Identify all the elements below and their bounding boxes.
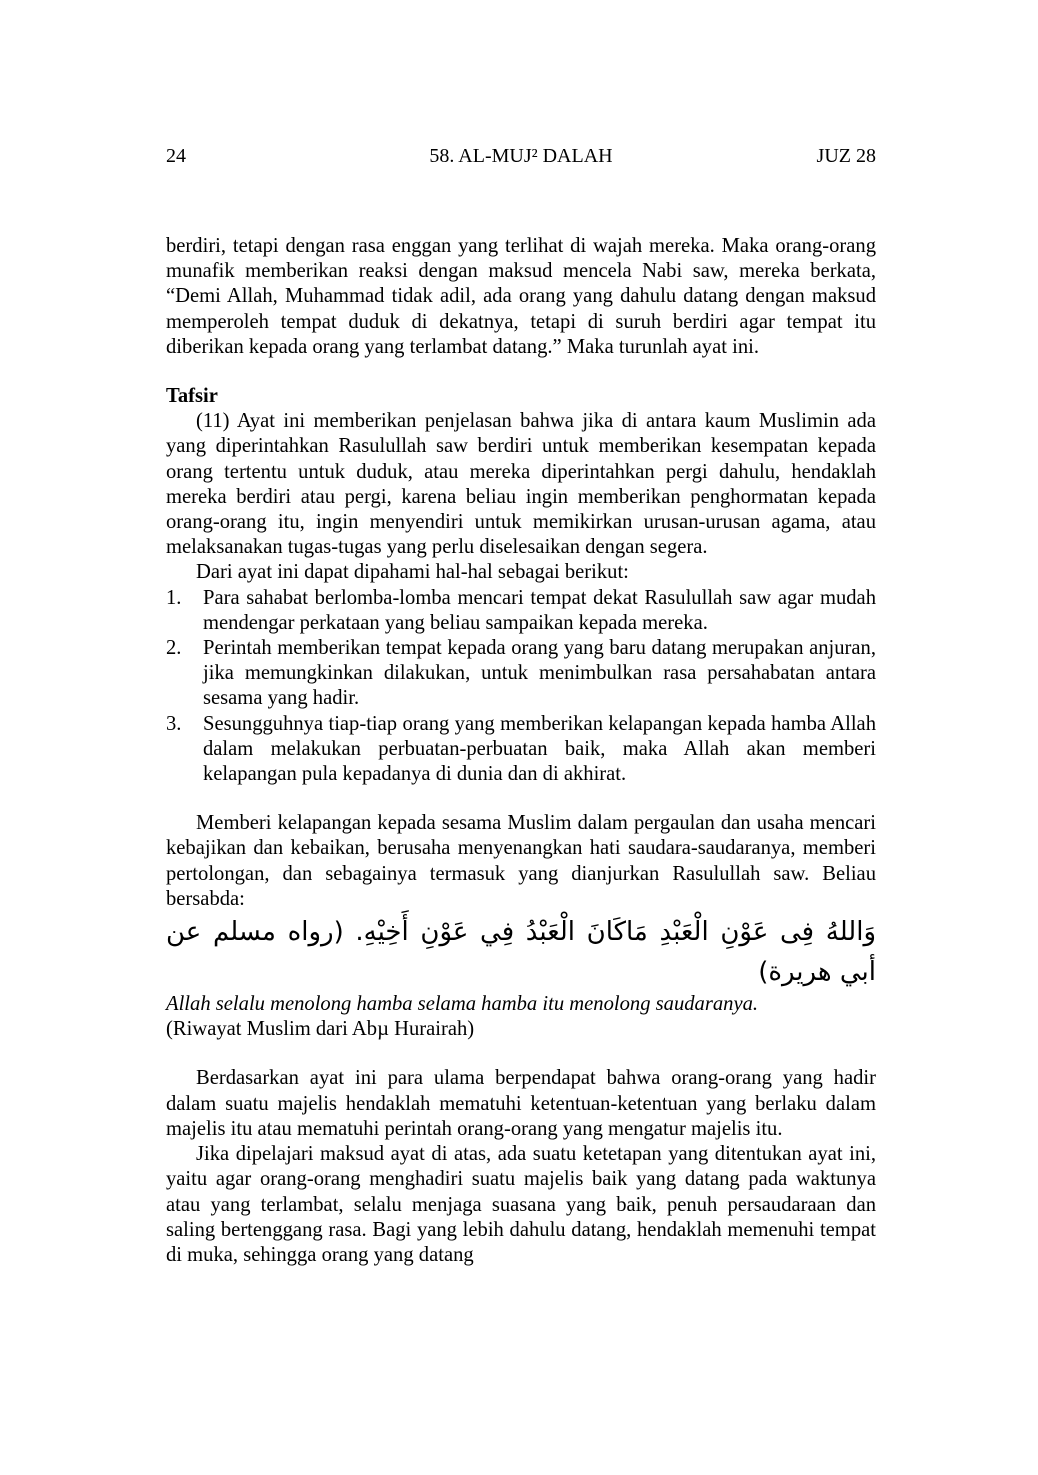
- list-text: Para sahabat berlomba-lomba mencari tempat dekat Rasulullah saw agar mudah mendengar perkataan yang beliau sampaikan kepada mereka.: [203, 586, 876, 634]
- list-item: [166, 586, 876, 636]
- list-number: 1.: [166, 586, 182, 609]
- list-item: [166, 636, 876, 712]
- page-body: [166, 234, 876, 1268]
- kelapangan-paragraph: Memberi kelapangan kepada sesama Muslim dalam pergaulan dan usaha mencari kebajikan dan kebaikan, berusaha menyenangkan hati saudara-saudaranya, memberi pertolongan, dan sebagainya termasuk yang dianjurkan Rasulullah saw. Beliau bersabda:: [166, 812, 876, 910]
- spacer: [166, 787, 876, 811]
- juz-label: JUZ 28: [816, 145, 876, 167]
- hadith-translation-block: [166, 992, 876, 1042]
- points-list: [166, 586, 876, 788]
- intro-paragraph: berdiri, tetapi dengan rasa enggan yang terlihat di wajah mereka. Maka orang-orang munafik memberikan reaksi dengan maksud mencela Nabi saw, mereka berkata, “Demi Allah, Muhammad tidak adil, ada orang yang dahulu datang dengan maksud memperoleh tempat duduk di dekatnya, tetapi di suruh berdiri agar tempat itu diberikan kepada orang yang terlambat datang.” Maka turunlah ayat ini.: [166, 235, 876, 358]
- hadith-translation: Allah selalu menolong hamba selama hamba itu menolong saudaranya.: [166, 993, 759, 1016]
- ulama-paragraph: Berdasarkan ayat ini para ulama berpendapat bahwa orang-orang yang hadir dalam suatu majelis hendaklah mematuhi ketentuan-ketentuan yang berlaku dalam majelis itu atau mematuhi perintah orang-orang yang mengatur majelis itu.: [166, 1067, 876, 1140]
- list-text: Perintah memberikan tempat kepada orang yang baru datang merupakan anjuran, jika memungkinkan dilakukan, untuk menimbulkan rasa persahabatan antara sesama yang hadir.: [203, 637, 876, 710]
- list-text: Sesungguhnya tiap-tiap orang yang memberikan kelapangan kepada hamba Allah dalam melakukan perbuatan-perbuatan baik, maka Allah akan memberi kelapangan pula kepadanya di dunia dan di akhirat.: [203, 712, 876, 786]
- chapter-title: 58. AL-MUJ² DALAH: [429, 145, 613, 167]
- spacer: [166, 1042, 876, 1066]
- hadith-arabic: وَاللهُ فِى عَوْنِ الْعَبْدِ مَاكَانَ الْعَبْدُ فِي عَوْنِ أَخِيْهِ. (رواه مسلم عن أبي هريرة): [166, 917, 876, 988]
- majelis-paragraph: Jika dipelajari maksud ayat di atas, ada suatu ketetapan yang ditentukan ayat ini, yaitu agar orang-orang menghadiri suatu majelis baik yang datang pada waktunya atau yang terlambat, selalu menjaga suasana yang baik, penuh persaudaraan dan saling bertenggang rasa. Bagi yang lebih dahulu datang, hendaklah memenuhi tempat di muka, sehingga orang yang datang: [166, 1143, 876, 1266]
- list-intro: Dari ayat ini dapat dipahami hal-hal sebagai berikut:: [196, 561, 629, 584]
- spacer: [166, 360, 876, 384]
- page-header: [166, 145, 876, 175]
- tafsir-heading: Tafsir: [166, 385, 218, 408]
- hadith-source: (Riwayat Muslim dari Abµ Hurairah): [166, 1018, 475, 1041]
- list-number: 2.: [166, 637, 182, 660]
- list-item: [166, 712, 876, 788]
- tafsir-paragraph: (11) Ayat ini memberikan penjelasan bahwa jika di antara kaum Muslimin ada yang diperintahkan Rasulullah saw berdiri untuk memberikan kesempatan kepada orang tertentu untuk duduk, atau mereka diperintahkan pergi dahulu, hendaklah mereka berdiri atau pergi, karena beliau ingin memberikan penghormatan kepada orang-orang itu, ingin menyendiri untuk memikirkan urusan-urusan agama, atau melaksanakan tugas-tugas yang perlu diselesaikan dengan segera.: [166, 410, 876, 559]
- page-number: 24: [166, 145, 186, 167]
- list-number: 3.: [166, 712, 182, 735]
